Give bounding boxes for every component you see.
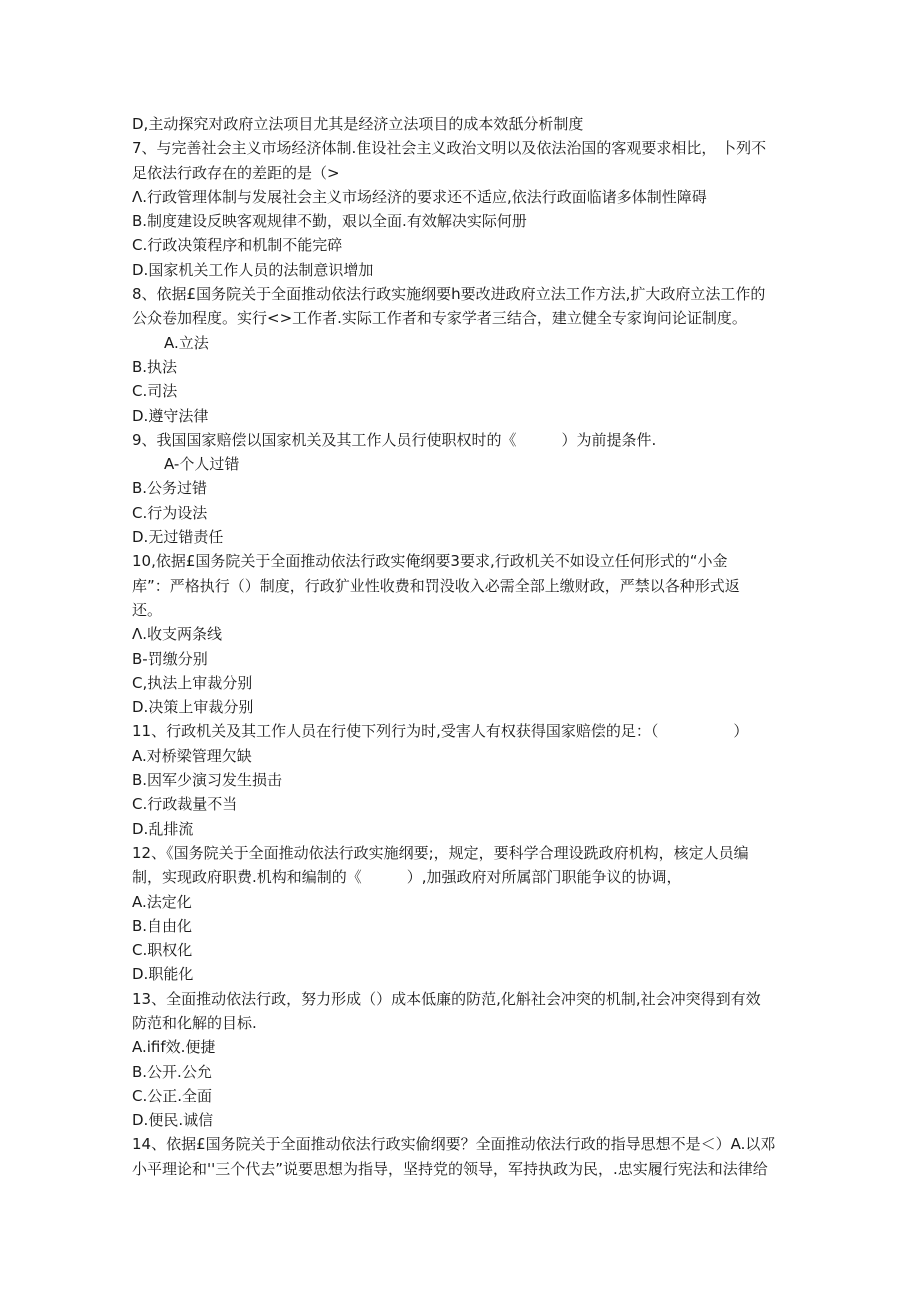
text-line: C.行政裁量不当 xyxy=(132,795,238,814)
document-body xyxy=(132,112,792,1181)
text-line: 14、依据£国务院关于全面推动依法行政实偷纲要？全面推动依法行政的指导思想不是＜）A.以邓 xyxy=(132,1135,776,1154)
text-line: C.行为设法 xyxy=(132,503,208,522)
text-line: 库”：严格执行（）制度，行政犷业性收费和罚没收入必需全部上缴财政，严禁以各种形式返 xyxy=(132,576,740,595)
text-line: 12、《国务院关于全面推动依法行政实施纲要;，规定，要科学合理设跣政府机构，核定人员编 xyxy=(132,843,749,862)
text-line: 制，实现政府职费.机构和编制的《 ）,加强政府对所属部门职能争议的协调， xyxy=(132,868,682,887)
text-line: D.国家机关工作人员的法制意识增加 xyxy=(132,260,374,279)
text-line: D.乱排流 xyxy=(132,819,194,838)
text-line: 还。 xyxy=(132,600,163,619)
text-line: C.职权化 xyxy=(132,941,193,960)
text-line: B.公务过错 xyxy=(132,479,208,498)
text-line: 8、依据£国务院关于全面推动依法行政实施纲要h要改进政府立法工作方法,扩大政府立法工作的 xyxy=(132,285,766,304)
text-line: A.法定化 xyxy=(132,892,192,911)
text-line: 足依法行政存在的差距的是（> xyxy=(132,163,340,182)
text-line: D,主动探究对政府立法项目尤其是经济立法项目的成本效舐分析制度 xyxy=(132,115,584,133)
text-line: 防范和化解的目标. xyxy=(132,1013,257,1032)
text-line: A.立法 xyxy=(164,333,209,352)
text-line: D.决策上审裁分别 xyxy=(132,698,254,717)
text-line: D.遵守法律 xyxy=(132,406,209,425)
text-line: 公众卷加程度。实行<>工作者.实际工作者和专家学者三结合，建立健全专家询问论证制度。 xyxy=(132,309,747,328)
text-line: A.ifif效.便捷 xyxy=(132,1038,216,1057)
text-line: C.行政决策程序和机制不能完碎 xyxy=(132,236,343,255)
text-line: 11、行政机关及其工作人员在行使下列行为时,受害人有权获得国家赔偿的足：（ ） xyxy=(132,722,749,741)
text-line: Λ.行政管理体制与发展社会主义市场经济的要求还不适应,依法行政面临诸多体制性障碍 xyxy=(132,187,707,206)
text-line: D.职能化 xyxy=(132,965,194,984)
text-line: C.司法 xyxy=(132,382,178,401)
text-line: 13、全面推动依法行政，努力形成（）成本低廉的防范,化斛社会冲突的机制,社会冲突得到有效 xyxy=(132,989,761,1008)
text-line: B.执法 xyxy=(132,357,178,376)
text-line: 9、我国国家赔偿以国家机关及其工作人员行使职权时的《 ）为前提条件. xyxy=(132,430,657,449)
text-line: C,执法上审裁分别 xyxy=(132,673,253,692)
text-line: Λ.收支两条线 xyxy=(132,625,223,644)
text-line: D.便民.诚信 xyxy=(132,1111,214,1130)
text-line: B.自由化 xyxy=(132,916,193,935)
text-line: A.对桥梁管理欠缺 xyxy=(132,746,252,765)
text-line: 10,依据£国务院关于全面推动依法行政实俺纲要3要求,行政机关不如设立任何形式的“小金 xyxy=(132,552,728,571)
text-line: 小平理论和''三个代去”说要思想为指导，坚持党的领导，军持执政为民，.忠实履行宪法和法律给 xyxy=(132,1159,768,1178)
text-line: B-罚缴分别 xyxy=(132,649,208,668)
text-line: C.公正.全面 xyxy=(132,1086,213,1105)
text-line: 7、与完善社会主义市场经济体制.隹设社会主义政治文明以及依法治国的客观要求相比， 卜列不 xyxy=(132,139,767,158)
text-line: B.公开.公允 xyxy=(132,1062,212,1081)
text-line: A-个人过错 xyxy=(164,455,240,474)
text-line: B.制度建设反映客观规律不勤，艰以全面.有效解决实际何册 xyxy=(132,212,527,231)
text-line: B.因军少演习发生损击 xyxy=(132,771,283,790)
text-line: D.无过错责任 xyxy=(132,528,224,547)
